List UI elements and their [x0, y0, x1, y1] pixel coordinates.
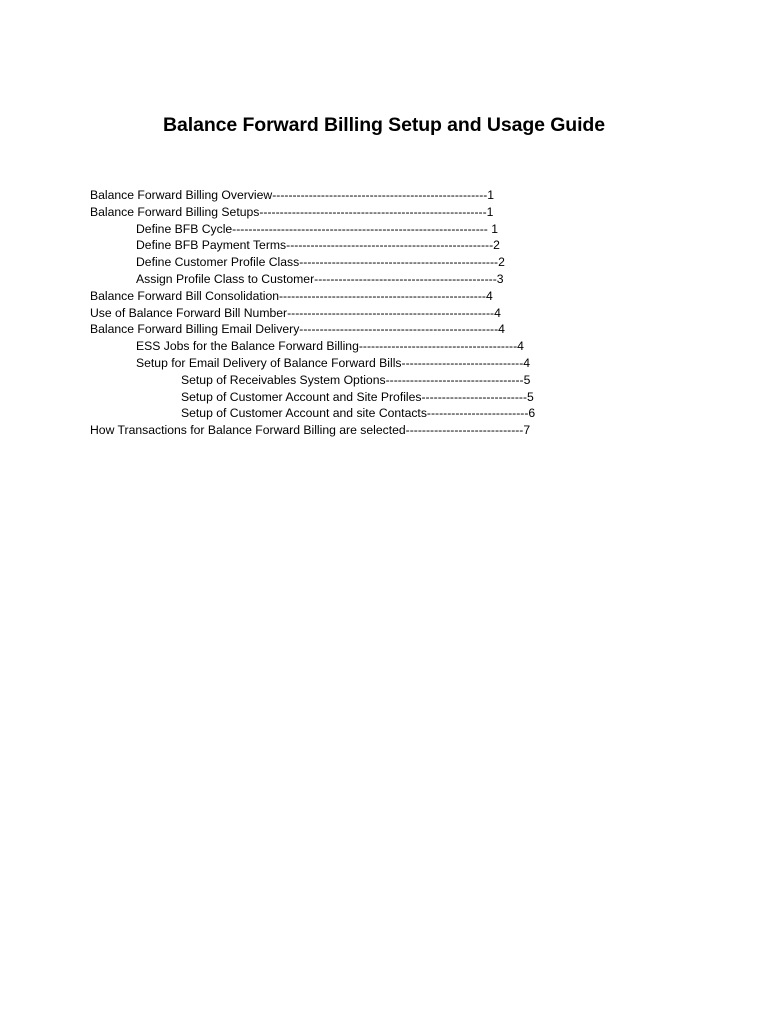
- toc-entry-email-delivery: Balance Forward Billing Email Delivery-------------------------------------------------4: [90, 322, 505, 337]
- toc-entry-account-site-profiles: Setup of Customer Account and Site Profiles--------------------------5: [181, 389, 534, 404]
- toc-entry-bfb-setups: Balance Forward Billing Setups--------------------------------------------------------1: [90, 204, 494, 219]
- toc-entry-bill-consolidation: Balance Forward Bill Consolidation---------------------------------------------------4: [90, 288, 493, 303]
- toc-entry-define-customer-profile-class: Define Customer Profile Class-------------------------------------------------2: [136, 255, 505, 270]
- toc-entry-transaction-selection: How Transactions for Balance Forward Billing are selected-----------------------------7: [90, 423, 531, 438]
- toc-entry-account-site-contacts: Setup of Customer Account and site Contacts-------------------------6: [181, 406, 536, 421]
- toc-entry-assign-profile-class: Assign Profile Class to Customer---------------------------------------------3: [136, 271, 504, 286]
- toc-entry-bill-number: Use of Balance Forward Bill Number---------------------------------------------------4: [90, 305, 501, 320]
- document-title: Balance Forward Billing Setup and Usage Guide: [163, 114, 605, 136]
- toc-entry-receivables-system-options: Setup of Receivables System Options----------------------------------5: [181, 372, 531, 387]
- toc-entry-bfb-overview: Balance Forward Billing Overview-----------------------------------------------------1: [90, 188, 495, 202]
- toc-entry-define-bfb-payment-terms: Define BFB Payment Terms---------------------------------------------------2: [136, 238, 500, 253]
- toc-entry-email-delivery-setup: Setup for Email Delivery of Balance Forward Bills------------------------------4: [136, 355, 531, 370]
- toc-entry-define-bfb-cycle: Define BFB Cycle--------------------------------------------------------------- 1: [136, 221, 499, 236]
- table-of-contents: [90, 187, 590, 439]
- toc-entry-ess-jobs: ESS Jobs for the Balance Forward Billing---------------------------------------4: [136, 339, 524, 354]
